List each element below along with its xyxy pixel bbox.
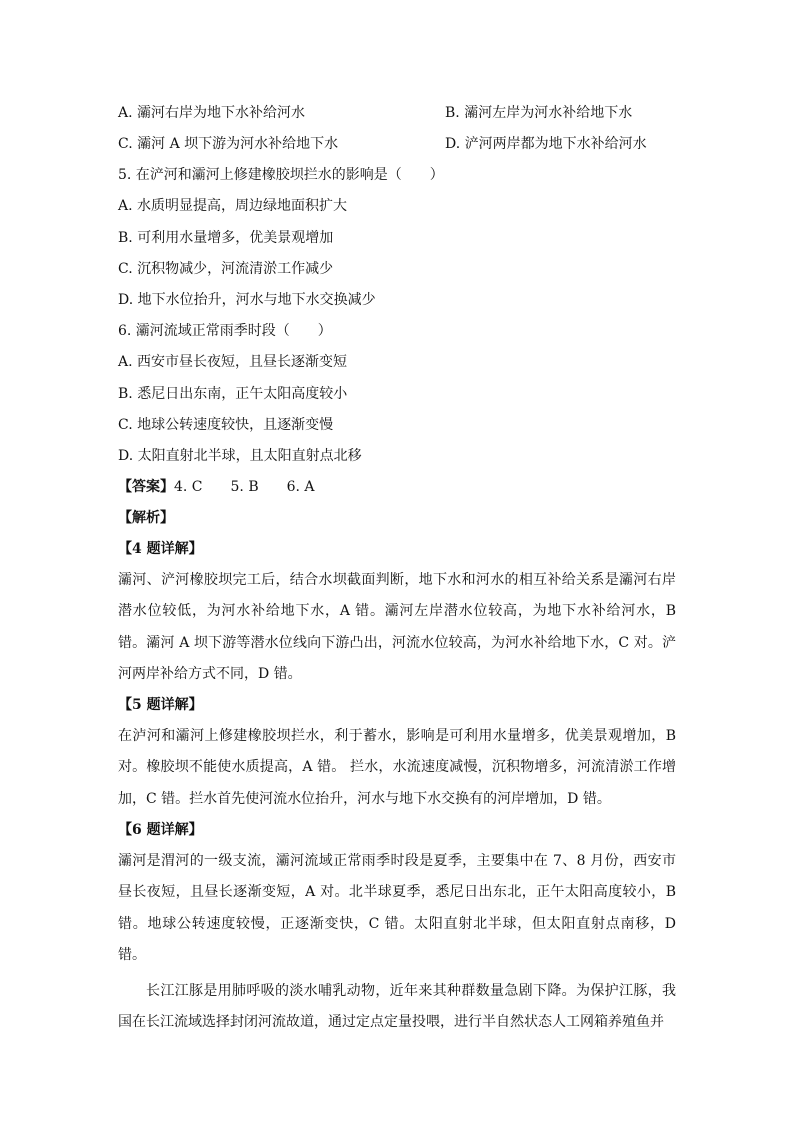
answer-label: 【答案】 [118,479,174,495]
q5-option-c: C. 沉积物减少，河流清淤工作减少 [118,261,334,277]
q5-stem: 5. 在浐河和灞河上修建橡胶坝拦水的影响是（ ） [118,167,444,183]
detail5-text: 在泸河和灞河上修建橡胶坝拦水，利于蓄水，影响是可利用水量增多，优美景观增加，B 对。橡胶坝不能使水质提高，A 错。 拦水，水流速度减慢，沉积物增多，河流清淤工作增加，C 错。拦水首先使河流水位抬升，河水与地下水交换有的河岸增加，D 错。 [118,728,676,807]
q5-option-b: B. 可利用水量增多，优美景观增加 [118,230,334,246]
q6-option-d: D. 太阳直射北半球，且太阳直射点北移 [118,448,362,464]
q6-option-c: C. 地球公转速度较快，且逐渐变慢 [118,417,334,433]
q4-option-c: C. 灞河 A 坝下游为河水补给地下水 [118,136,339,152]
answer-line [118,477,315,497]
next-passage: 长江江豚是用肺呼吸的淡水哺乳动物，近年来其种群数量急剧下降。为保护江豚，我国在长江流域选择封闭河流故道，通过定点定量投喂，进行半自然状态人工网箱养殖鱼并 [118,983,676,1031]
answer-text: 4. C 5. B 6. A [174,479,315,495]
q6-option-b: B. 悉尼日出东南，正午太阳高度较小 [118,386,348,402]
q5-option-d: D. 地下水位抬升，河水与地下水交换减少 [118,292,376,308]
detail6-label: 【6 题详解】 [118,822,203,838]
q4-option-a: A. 灞河右岸为地下水补给河水 [118,105,306,121]
detail5-label: 【5 题详解】 [118,697,203,713]
detail6-text: 灞河是渭河的一级支流，灞河流域正常雨季时段是夏季，主要集中在 7、8 月份，西安市昼长夜短，且昼长逐渐变短，A 对。北半球夏季，悉尼日出东北，正午太阳高度较小，B 错。地球公转速度较慢，正逐渐变快，C 错。太阳直射北半球，但太阳直射点南移，D 错。 [118,853,676,963]
q6-option-a: A. 西安市昼长夜短，且昼长逐渐变短 [118,354,348,370]
detail4-text: 灞河、浐河橡胶坝完工后，结合水坝截面判断，地下水和河水的相互补给关系是灞河右岸潜水位较低，为河水补给地下水，A 错。灞河左岸潜水位较高，为地下水补给河水，B 错。灞河 A 坝下游等潜水位线向下游凸出，河流水位较高，为河水补给地下水，C 对。浐河两岸补给方式不同，D 错。 [118,572,676,682]
detail4-label: 【4 题详解】 [118,541,203,557]
q4-option-d: D. 浐河两岸都为地下水补给河水 [445,136,647,152]
analysis-label: 【解析】 [118,510,174,526]
q4-option-b: B. 灞河左岸为河水补给地下水 [445,105,633,121]
q6-stem: 6. 灞河流域正常雨季时段（ ） [118,323,332,339]
q5-option-a: A. 水质明显提高，周边绿地面积扩大 [118,198,348,214]
